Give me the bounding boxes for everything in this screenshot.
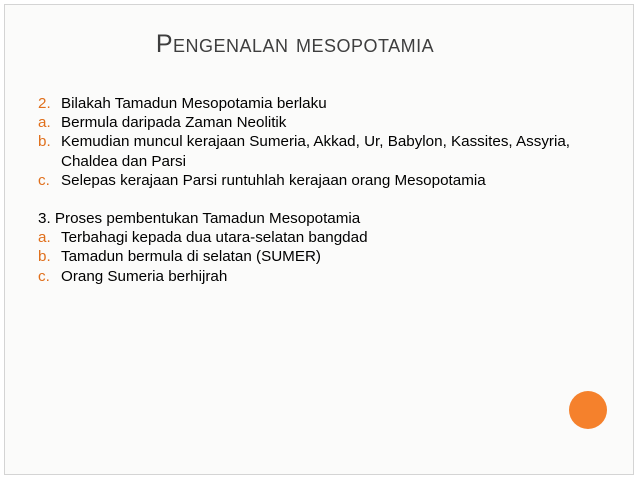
list-item	[38, 171, 578, 190]
section-heading	[38, 209, 578, 228]
list-item-text: Kemudian muncul kerajaan Sumeria, Akkad, Ur, Babylon, Kassites, Assyria, Chaldea dan Parsi	[61, 133, 571, 170]
list-item-text: Bermula daripada Zaman Neolitik	[61, 114, 287, 132]
list-item-text: Selepas kerajaan Parsi runtuhlah kerajaan orang Mesopotamia	[61, 171, 486, 189]
list-item	[38, 94, 578, 113]
list-item-text: Terbahagi kepada dua utara-selatan bangdad	[61, 229, 368, 247]
list-marker: a.	[38, 114, 51, 132]
list-item-text: Orang Sumeria berhijrah	[61, 267, 228, 285]
list-item-text: Bilakah Tamadun Mesopotamia berlaku	[61, 95, 327, 112]
list-marker: b.	[38, 133, 51, 151]
section-heading-text: 3. Proses pembentukan Tamadun Mesopotamia	[38, 210, 361, 228]
list-item-text: Tamadun bermula di selatan (SUMER)	[61, 248, 321, 266]
list-item	[38, 132, 578, 170]
list-item	[38, 247, 578, 266]
slide-body	[38, 94, 578, 286]
list-marker: 2.	[38, 95, 51, 112]
list-marker: a.	[38, 229, 51, 247]
list-marker: c.	[38, 171, 50, 189]
list-marker: b.	[38, 248, 51, 266]
section-spacer	[38, 190, 578, 209]
list-item	[38, 228, 578, 247]
accent-circle-icon	[569, 391, 607, 429]
list-marker: c.	[38, 267, 50, 285]
slide-title: Pengenalan mesopotamia	[155, 30, 435, 58]
list-item	[38, 267, 578, 286]
list-item	[38, 113, 578, 132]
